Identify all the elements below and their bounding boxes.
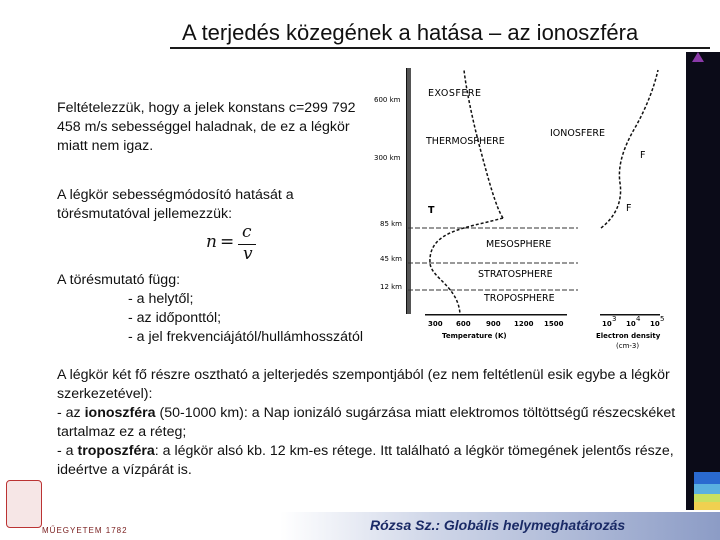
temp-tick: 1200 — [514, 320, 534, 328]
temp-axis — [425, 314, 567, 316]
layer-thermosphere: THERMOSPHERE — [426, 136, 505, 147]
formula-lhs: n — [206, 232, 217, 252]
temp-tick: 300 — [428, 320, 443, 328]
formula-equals: = — [220, 232, 235, 252]
layer-mesosphere: MESOSPHERE — [486, 239, 552, 250]
alt-label-85: 85 km — [380, 220, 403, 228]
atmosphere-diagram-svg — [368, 58, 688, 358]
strip-band — [694, 494, 720, 502]
iono-description: (50-1000 km): a Nap ionizáló sugárzása miatt elektromos töltöttségű részecskéket tartalmaz ez a réteg; — [57, 405, 676, 440]
marker-t: T — [428, 205, 435, 216]
atmosphere-intro: A légkör két fő részre osztható a jelterjedés szempontjából (ez nem feltétlenül esik egybe a légkör szerkezetével): — [57, 367, 670, 402]
formula-numerator: c — [242, 222, 252, 242]
dependencies-intro: A törésmutató függ: — [57, 272, 181, 288]
left-axis-shade — [407, 68, 411, 314]
temp-axis-label: Temperature (K) — [442, 332, 507, 340]
dependency-item: - a jel frekvenciájától/hullámhosszától — [128, 329, 363, 345]
alt-label-12: 12 km — [380, 283, 403, 291]
paragraph-refraction: A légkör sebességmódosító hatását a törésmutatóval jellemezzük: — [57, 187, 294, 222]
marker-f2: F — [640, 150, 646, 161]
density-unit: (cm-3) — [616, 342, 640, 350]
paragraph-atmosphere — [57, 366, 687, 480]
logo-caption: MŰEGYETEM 1782 — [42, 526, 128, 535]
density-axis — [600, 314, 660, 316]
layer-troposphere: TROPOSPHERE — [484, 293, 555, 304]
temp-tick: 600 — [456, 320, 471, 328]
temp-tick: 900 — [486, 320, 501, 328]
alt-label-45: 45 km — [380, 255, 403, 263]
density-tick-exp: 5 — [660, 315, 665, 323]
alt-label-600: 600 km — [374, 96, 401, 104]
density-tick: 10 — [602, 320, 612, 328]
up-arrow-icon — [692, 52, 704, 62]
density-axis-label: Electron density — [596, 332, 661, 340]
alt-label-300: 300 km — [374, 154, 401, 162]
density-tick: 10 — [626, 320, 636, 328]
paragraph-speed: Feltételezzük, hogy a jelek konstans c=299 792 458 m/s sebességgel haladnak, de ez a légkör miatt nem igaz. — [57, 100, 356, 154]
dependency-item: - a helytől; — [128, 291, 194, 307]
temp-tick: 1500 — [544, 320, 564, 328]
tropo-description: : a légkör alsó kb. 12 km-es rétege. Itt található a légkör tömegének jelentős része, ideértve a vízpárát is. — [57, 443, 674, 478]
strip-band — [694, 484, 720, 494]
tropo-prefix: - a — [57, 443, 78, 459]
strip-band — [694, 502, 720, 510]
iono-prefix: - az — [57, 405, 85, 421]
density-tick-exp: 4 — [636, 315, 641, 323]
layer-exosphere: EXOSFERE — [428, 88, 482, 99]
dependency-item: - az időponttól; — [128, 310, 222, 326]
footer-text: Rózsa Sz.: Globális helymeghatározás — [370, 517, 626, 533]
density-tick: 10 — [650, 320, 660, 328]
marker-f1: F — [626, 203, 632, 214]
layer-stratosphere: STRATOSPHERE — [478, 269, 553, 280]
density-tick-exp: 3 — [612, 315, 617, 323]
atmosphere-strip-image — [686, 52, 720, 510]
formula-denominator: v — [243, 244, 253, 264]
atmosphere-diagram — [368, 58, 688, 358]
slide-title: A terjedés közegének a hatása – az ionoszféra — [182, 20, 639, 45]
paragraph-dependencies — [57, 271, 417, 347]
title-underline — [170, 47, 710, 49]
ionosphere-term: ionoszféra — [84, 405, 156, 421]
university-logo-icon — [6, 480, 42, 528]
strip-band — [694, 472, 720, 484]
layer-ionosphere: IONOSFERE — [550, 128, 605, 139]
troposphere-term: troposzféra — [77, 443, 155, 459]
